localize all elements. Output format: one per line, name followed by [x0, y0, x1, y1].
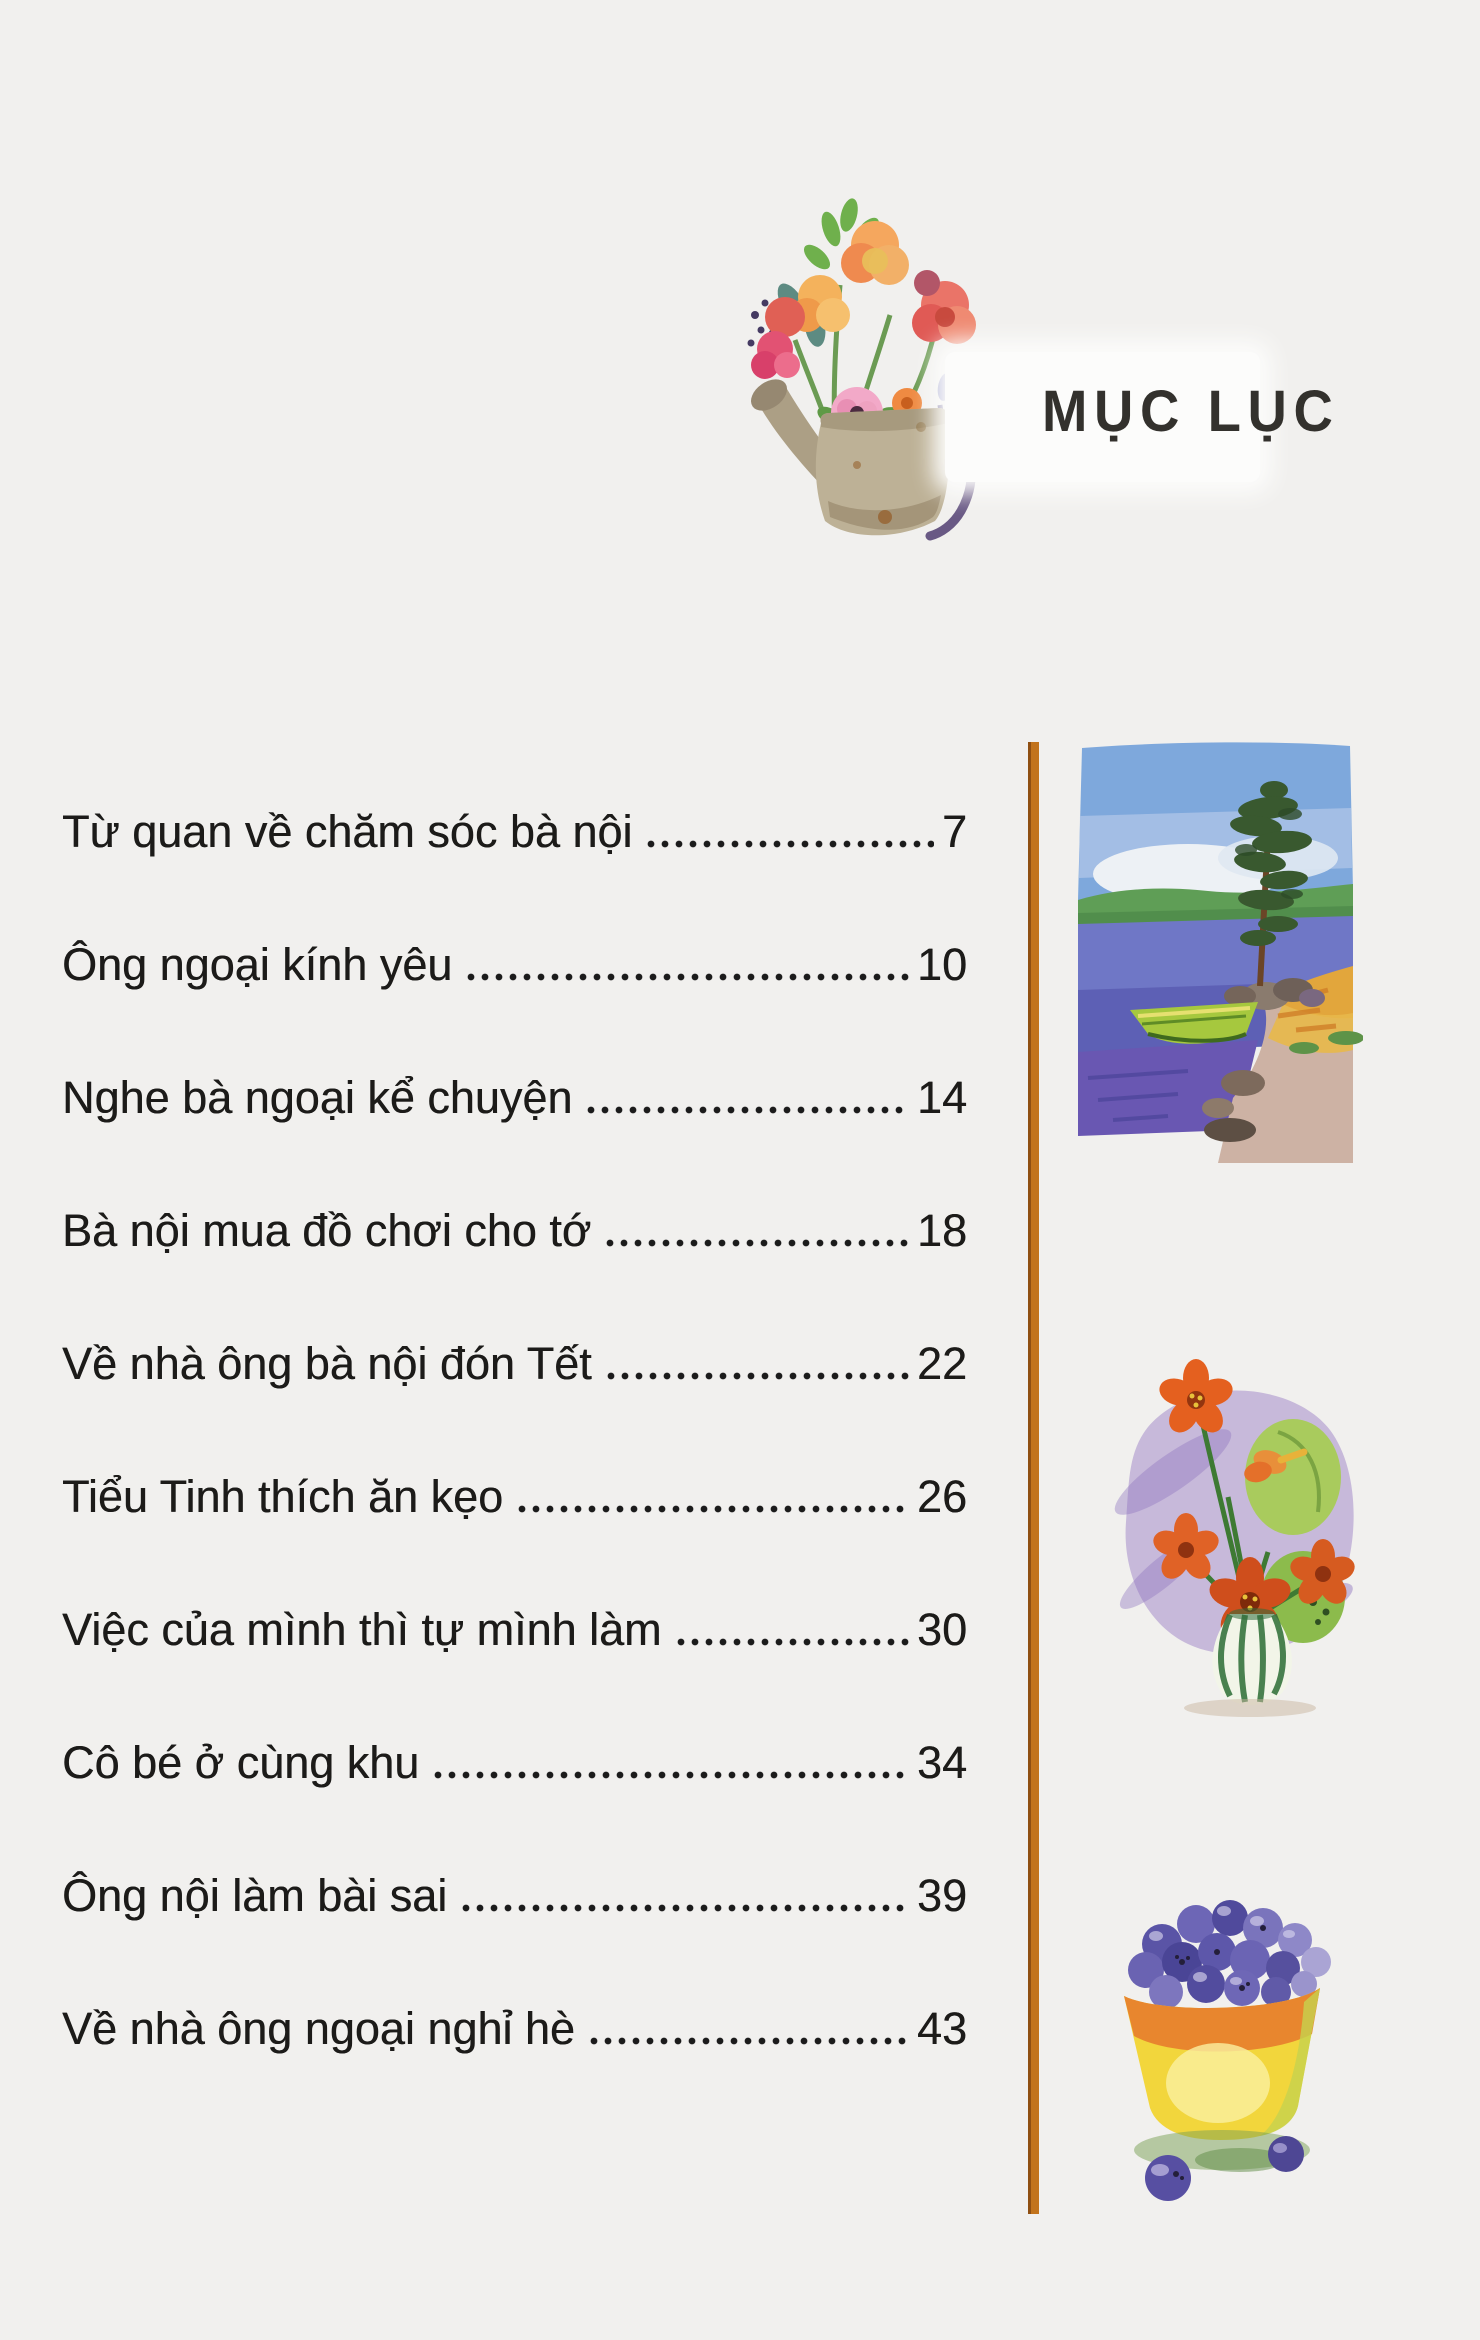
toc-entry-label: Về nhà ông ngoại nghỉ hè	[62, 2003, 575, 2054]
toc-entry	[62, 2003, 967, 2055]
toc-leader-dots	[515, 1502, 909, 1516]
toc-leader-dots	[604, 1369, 909, 1383]
toc-entry-label: Về nhà ông bà nội đón Tết	[62, 1338, 592, 1389]
toc-entry	[62, 939, 967, 991]
toc-entry-label: Bà nội mua đồ chơi cho tớ	[62, 1205, 592, 1256]
toc-entry-label: Ông ngoại kính yêu	[62, 939, 453, 990]
toc-leader-dots	[603, 1236, 909, 1250]
toc-entry	[62, 1471, 967, 1523]
toc-entry-label: Việc của mình thì tự mình làm	[62, 1604, 662, 1655]
toc-entry	[62, 1072, 967, 1124]
toc-page-number: 7	[941, 806, 967, 857]
toc-leader-dots	[674, 1635, 909, 1649]
toc-entry	[62, 1205, 967, 1257]
toc-entry	[62, 1737, 967, 1789]
toc-leader-dots	[587, 2034, 909, 2048]
toc-entry	[62, 806, 967, 858]
toc-page-number: 10	[916, 939, 967, 990]
page-title: MỤC LỤC	[1042, 379, 1340, 444]
toc-leader-dots	[464, 970, 909, 984]
blueberry-bowl-illustration	[1090, 1878, 1355, 2223]
toc-entry-label: Tiểu Tinh thích ăn kẹo	[62, 1471, 504, 1522]
toc-page-number: 30	[916, 1604, 967, 1655]
blueberry-bowl-icon	[1090, 1878, 1355, 2223]
toc-leader-dots	[584, 1103, 909, 1117]
toc-page-number: 39	[916, 1870, 967, 1921]
toc-entry-label: Từ quan về chăm sóc bà nội	[62, 806, 633, 857]
toc-entry	[62, 1338, 967, 1390]
toc-entry-label: Nghe bà ngoại kể chuyện	[62, 1072, 573, 1123]
toc-leader-dots	[644, 837, 934, 851]
toc-entry-label: Cô bé ở cùng khu	[62, 1737, 420, 1788]
toc-entry-label: Ông nội làm bài sai	[62, 1870, 448, 1921]
toc-page-number: 43	[916, 2003, 967, 2054]
toc-page-number: 26	[916, 1471, 967, 1522]
toc-entry	[62, 1870, 967, 1922]
divider-line	[1028, 742, 1039, 2214]
toc-page-number: 34	[916, 1737, 967, 1788]
toc-list	[62, 806, 967, 2136]
lake-boat-pine-icon	[1068, 738, 1363, 1163]
toc-entry	[62, 1604, 967, 1656]
nasturtium-vase-icon	[1078, 1312, 1383, 1717]
lake-boat-pine-illustration	[1068, 738, 1363, 1163]
toc-page-number: 14	[916, 1072, 967, 1123]
toc-leader-dots	[431, 1768, 909, 1782]
toc-page-number: 22	[916, 1338, 967, 1389]
nasturtium-vase-illustration	[1078, 1312, 1383, 1717]
toc-page-number: 18	[916, 1205, 967, 1256]
toc-leader-dots	[459, 1901, 909, 1915]
